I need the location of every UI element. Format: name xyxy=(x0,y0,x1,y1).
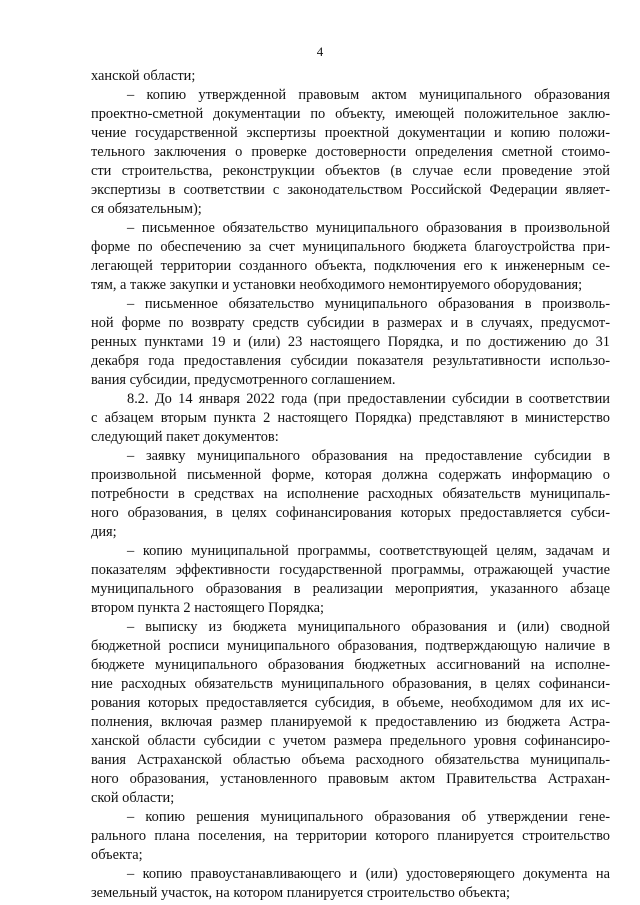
text-line: потребности в средствах на исполнение расходных обязательств муниципаль- xyxy=(91,486,610,502)
text-line: 8.2. До 14 января 2022 года (при предоставлении субсидии в соответствии xyxy=(127,391,610,407)
page-number: 4 xyxy=(316,44,324,59)
text-line: бюджете муниципального образования бюджетных ассигнований на исполне- xyxy=(91,657,610,673)
text-line: чение государственной экспертизы проектной документации и копию положи- xyxy=(91,125,610,141)
document-body xyxy=(91,67,610,903)
text-line: муниципального образования в реализации мероприятия, указанного абзаце xyxy=(91,581,610,597)
text-line: ного образования, установленного правовым актом Правительства Астрахан- xyxy=(91,771,610,787)
text-line: показателям эффективности государственной программы, отражающей участие xyxy=(91,562,610,578)
text-line: – письменное обязательство муниципального образования в произволь- xyxy=(127,296,610,312)
text-line: – выписку из бюджета муниципального образования и (или) сводной xyxy=(127,619,610,635)
text-line: с абзацем вторым пункта 2 настоящего Порядка) представляют в министерство xyxy=(91,410,610,426)
text-line: тям, а также закупки и установки необходимого немонтируемого оборудования; xyxy=(91,277,583,293)
text-line: следующий пакет документов: xyxy=(91,429,279,445)
text-line: вания Астраханской областью объема расходного обязательства муниципаль- xyxy=(91,752,610,768)
text-line: – копию утвержденной правовым актом муниципального образования xyxy=(127,87,610,103)
text-line: ханской области; xyxy=(91,68,196,84)
text-line: ся обязательным); xyxy=(91,201,202,217)
text-line: объекта; xyxy=(91,847,143,863)
text-line: ской области; xyxy=(91,790,175,806)
text-line: – письменное обязательство муниципального образования в произвольной xyxy=(127,220,610,236)
text-line: – заявку муниципального образования на предоставление субсидии в xyxy=(127,448,610,464)
text-line: форме по обеспечению за счет муниципального бюджета благоустройства при- xyxy=(91,239,610,255)
text-line: экспертизы в соответствии с законодательством Российской Федерации являет- xyxy=(91,182,610,198)
text-line: втором пункта 2 настоящего Порядка; xyxy=(91,600,324,616)
text-line: легающей территории созданного объекта, подключения его к инженерным се- xyxy=(91,258,610,274)
text-line: ханской области субсидии с учетом размера предельного уровня софинансиро- xyxy=(91,733,610,749)
text-line: рального плана поселения, на территории которого планируется строительство xyxy=(91,828,610,844)
text-line: дия; xyxy=(91,524,117,540)
text-line: ренных пунктами 19 и (или) 23 настоящего Порядка, и по достижению до 31 xyxy=(91,334,610,350)
text-line: рования которых предоставляется субсидия, в объеме, необходимом для их ис- xyxy=(91,695,610,711)
text-line: проектно-сметной документации по объекту, имеющей положительное заклю- xyxy=(91,106,610,122)
text-line: сти строительства, реконструкции объектов (в случае если проведение этой xyxy=(91,163,610,179)
text-line: – копию правоустанавливающего и (или) удостоверяющего документа на xyxy=(127,866,610,882)
text-line: ной форме по возврату средств субсидии в размерах и в случаях, предусмот- xyxy=(91,315,610,331)
text-line: земельный участок, на котором планируется строительство объекта; xyxy=(91,885,511,901)
text-line: бюджетной росписи муниципального образования, подтверждающую наличие в xyxy=(91,638,610,654)
text-line: полнения, включая размер планируемой к предоставлению из бюджета Астра- xyxy=(91,714,610,730)
text-line: произвольной письменной форме, которая должна содержать информацию о xyxy=(91,467,610,483)
text-line: декабря года предоставления субсидии показателя результативности использо- xyxy=(91,353,610,369)
text-line: ного образования, в целях софинансирования которых предоставляется субси- xyxy=(91,505,610,521)
text-line: тельного заключения о проверке достоверности определения сметной стоимо- xyxy=(91,144,610,160)
text-line: вания субсидии, предусмотренного соглашением. xyxy=(91,372,396,388)
text-line: ние расходных обязательств муниципального образования, в целях софинанси- xyxy=(91,676,610,692)
text-line: – копию решения муниципального образования об утверждении гене- xyxy=(127,809,610,825)
text-line: – копию муниципальной программы, соответствующей целям, задачам и xyxy=(127,543,610,559)
